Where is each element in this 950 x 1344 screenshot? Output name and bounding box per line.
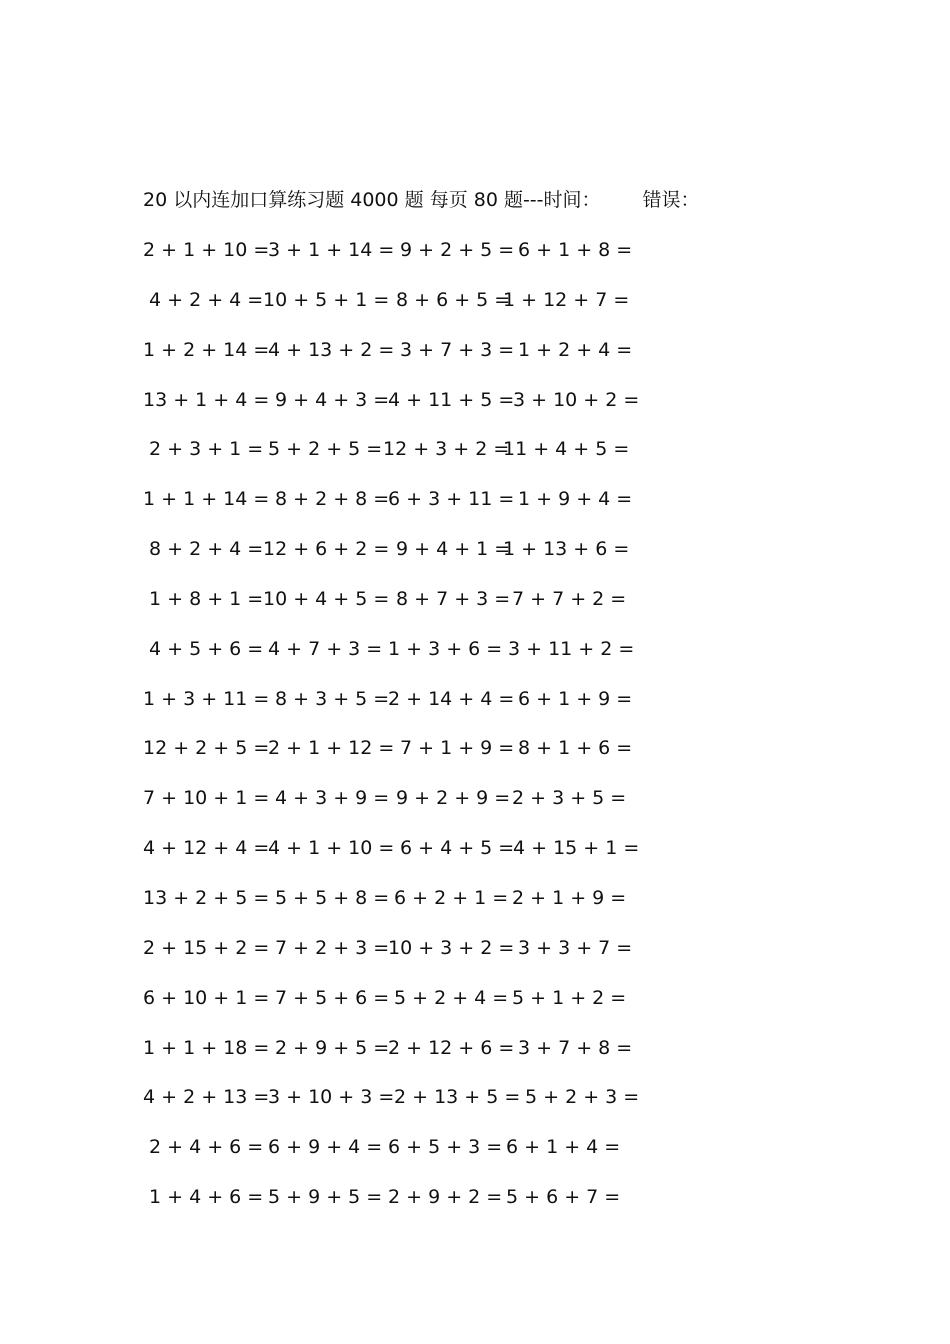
problem-row [143, 435, 663, 485]
problem-item: 6 + 10 + 1 = [143, 986, 270, 1009]
problem-item: 4 + 12 + 4 = [143, 837, 270, 860]
problem-item: 3 + 7 + 3 = [400, 338, 515, 361]
problem-item: 4 + 2 + 13 = [143, 1086, 270, 1109]
problem-item: 5 + 2 + 5 = [268, 438, 383, 461]
problem-item: 4 + 3 + 9 = [275, 787, 390, 810]
worksheet-header [143, 186, 700, 214]
problem-item: 6 + 1 + 9 = [518, 687, 633, 710]
problem-item: 2 + 9 + 5 = [275, 1036, 390, 1059]
problem-item: 6 + 5 + 3 = [388, 1136, 503, 1159]
problem-item: 2 + 3 + 1 = [149, 438, 264, 461]
problem-row [143, 884, 663, 934]
problem-item: 13 + 2 + 5 = [143, 886, 270, 909]
problem-item: 7 + 7 + 2 = [512, 587, 627, 610]
problem-item: 2 + 1 + 12 = [268, 737, 395, 760]
problem-item: 4 + 2 + 4 = [149, 288, 264, 311]
problem-item: 1 + 1 + 18 = [143, 1036, 270, 1059]
problem-item: 8 + 7 + 3 = [396, 587, 511, 610]
problem-item: 7 + 10 + 1 = [143, 787, 270, 810]
problem-row [143, 386, 663, 436]
problem-item: 3 + 7 + 8 = [518, 1036, 633, 1059]
problem-row [143, 1083, 663, 1133]
problem-item: 1 + 2 + 4 = [518, 338, 633, 361]
problem-item: 8 + 3 + 5 = [275, 687, 390, 710]
problem-row [143, 635, 663, 685]
problem-item: 10 + 5 + 1 = [263, 288, 390, 311]
problem-item: 8 + 1 + 6 = [518, 737, 633, 760]
problem-row [143, 834, 663, 884]
problem-item: 3 + 10 + 3 = [268, 1086, 395, 1109]
problem-item: 2 + 1 + 9 = [512, 886, 627, 909]
problem-item: 5 + 2 + 3 = [525, 1086, 640, 1109]
problem-item: 2 + 15 + 2 = [143, 936, 270, 959]
problem-item: 10 + 4 + 5 = [263, 587, 390, 610]
problem-row [143, 1034, 663, 1084]
problem-item: 8 + 2 + 8 = [275, 488, 390, 511]
problem-row [143, 784, 663, 834]
problem-item: 2 + 9 + 2 = [388, 1186, 503, 1209]
problem-item: 3 + 3 + 7 = [518, 936, 633, 959]
problem-item: 1 + 12 + 7 = [503, 288, 630, 311]
problem-item: 1 + 3 + 6 = [388, 637, 503, 660]
problem-row [143, 236, 663, 286]
problem-item: 10 + 3 + 2 = [388, 936, 515, 959]
problem-item: 3 + 10 + 2 = [513, 388, 640, 411]
problem-item: 7 + 1 + 9 = [400, 737, 515, 760]
problem-item: 6 + 4 + 5 = [400, 837, 515, 860]
problem-item: 2 + 1 + 10 = [143, 239, 270, 261]
problem-item: 9 + 2 + 9 = [396, 787, 511, 810]
worksheet-title: 20 以内连加口算练习题 4000 题 每页 80 题---时间： [143, 189, 601, 211]
problem-grid [143, 236, 663, 1233]
problem-item: 3 + 1 + 14 = [268, 239, 395, 261]
problem-item: 3 + 11 + 2 = [508, 637, 635, 660]
problem-item: 4 + 7 + 3 = [268, 637, 383, 660]
errors-label: 错误： [642, 189, 700, 211]
problem-item: 6 + 2 + 1 = [394, 886, 509, 909]
problem-item: 5 + 1 + 2 = [512, 986, 627, 1009]
problem-item: 2 + 14 + 4 = [388, 687, 515, 710]
problem-item: 1 + 2 + 14 = [143, 338, 270, 361]
problem-row [143, 1183, 663, 1233]
problem-item: 4 + 13 + 2 = [268, 338, 395, 361]
problem-item: 13 + 1 + 4 = [143, 388, 270, 411]
problem-row [143, 984, 663, 1034]
problem-item: 6 + 1 + 4 = [506, 1136, 621, 1159]
problem-item: 6 + 3 + 11 = [388, 488, 515, 511]
problem-item: 1 + 13 + 6 = [503, 538, 630, 561]
problem-item: 1 + 1 + 14 = [143, 488, 270, 511]
problem-item: 7 + 2 + 3 = [275, 936, 390, 959]
problem-row [143, 1133, 663, 1183]
problem-item: 4 + 15 + 1 = [513, 837, 640, 860]
problem-item: 5 + 2 + 4 = [394, 986, 509, 1009]
problem-item: 2 + 12 + 6 = [388, 1036, 515, 1059]
problem-item: 2 + 4 + 6 = [149, 1136, 264, 1159]
problem-item: 2 + 13 + 5 = [394, 1086, 521, 1109]
problem-item: 1 + 3 + 11 = [143, 687, 270, 710]
problem-item: 12 + 2 + 5 = [143, 737, 270, 760]
problem-item: 2 + 3 + 5 = [512, 787, 627, 810]
problem-item: 1 + 4 + 6 = [149, 1186, 264, 1209]
problem-row [143, 685, 663, 735]
problem-item: 5 + 6 + 7 = [506, 1186, 621, 1209]
problem-item: 9 + 2 + 5 = [400, 239, 515, 261]
problem-row [143, 485, 663, 535]
problem-row [143, 286, 663, 336]
problem-item: 8 + 2 + 4 = [149, 538, 264, 561]
problem-row [143, 734, 663, 784]
problem-item: 6 + 9 + 4 = [268, 1136, 383, 1159]
problem-item: 4 + 5 + 6 = [149, 637, 264, 660]
problem-row [143, 535, 663, 585]
problem-item: 1 + 9 + 4 = [518, 488, 633, 511]
problem-item: 8 + 6 + 5 = [396, 288, 511, 311]
problem-item: 4 + 1 + 10 = [268, 837, 395, 860]
problem-item: 12 + 3 + 2 = [383, 438, 510, 461]
problem-item: 4 + 11 + 5 = [388, 388, 515, 411]
problem-item: 6 + 1 + 8 = [518, 239, 633, 261]
problem-item: 9 + 4 + 1 = [396, 538, 511, 561]
problem-item: 5 + 9 + 5 = [268, 1186, 383, 1209]
problem-row [143, 585, 663, 635]
problem-item: 11 + 4 + 5 = [503, 438, 630, 461]
problem-item: 1 + 8 + 1 = [149, 587, 264, 610]
problem-item: 9 + 4 + 3 = [275, 388, 390, 411]
problem-item: 12 + 6 + 2 = [263, 538, 390, 561]
problem-row [143, 336, 663, 386]
problem-item: 5 + 5 + 8 = [275, 886, 390, 909]
problem-row [143, 934, 663, 984]
problem-item: 7 + 5 + 6 = [275, 986, 390, 1009]
